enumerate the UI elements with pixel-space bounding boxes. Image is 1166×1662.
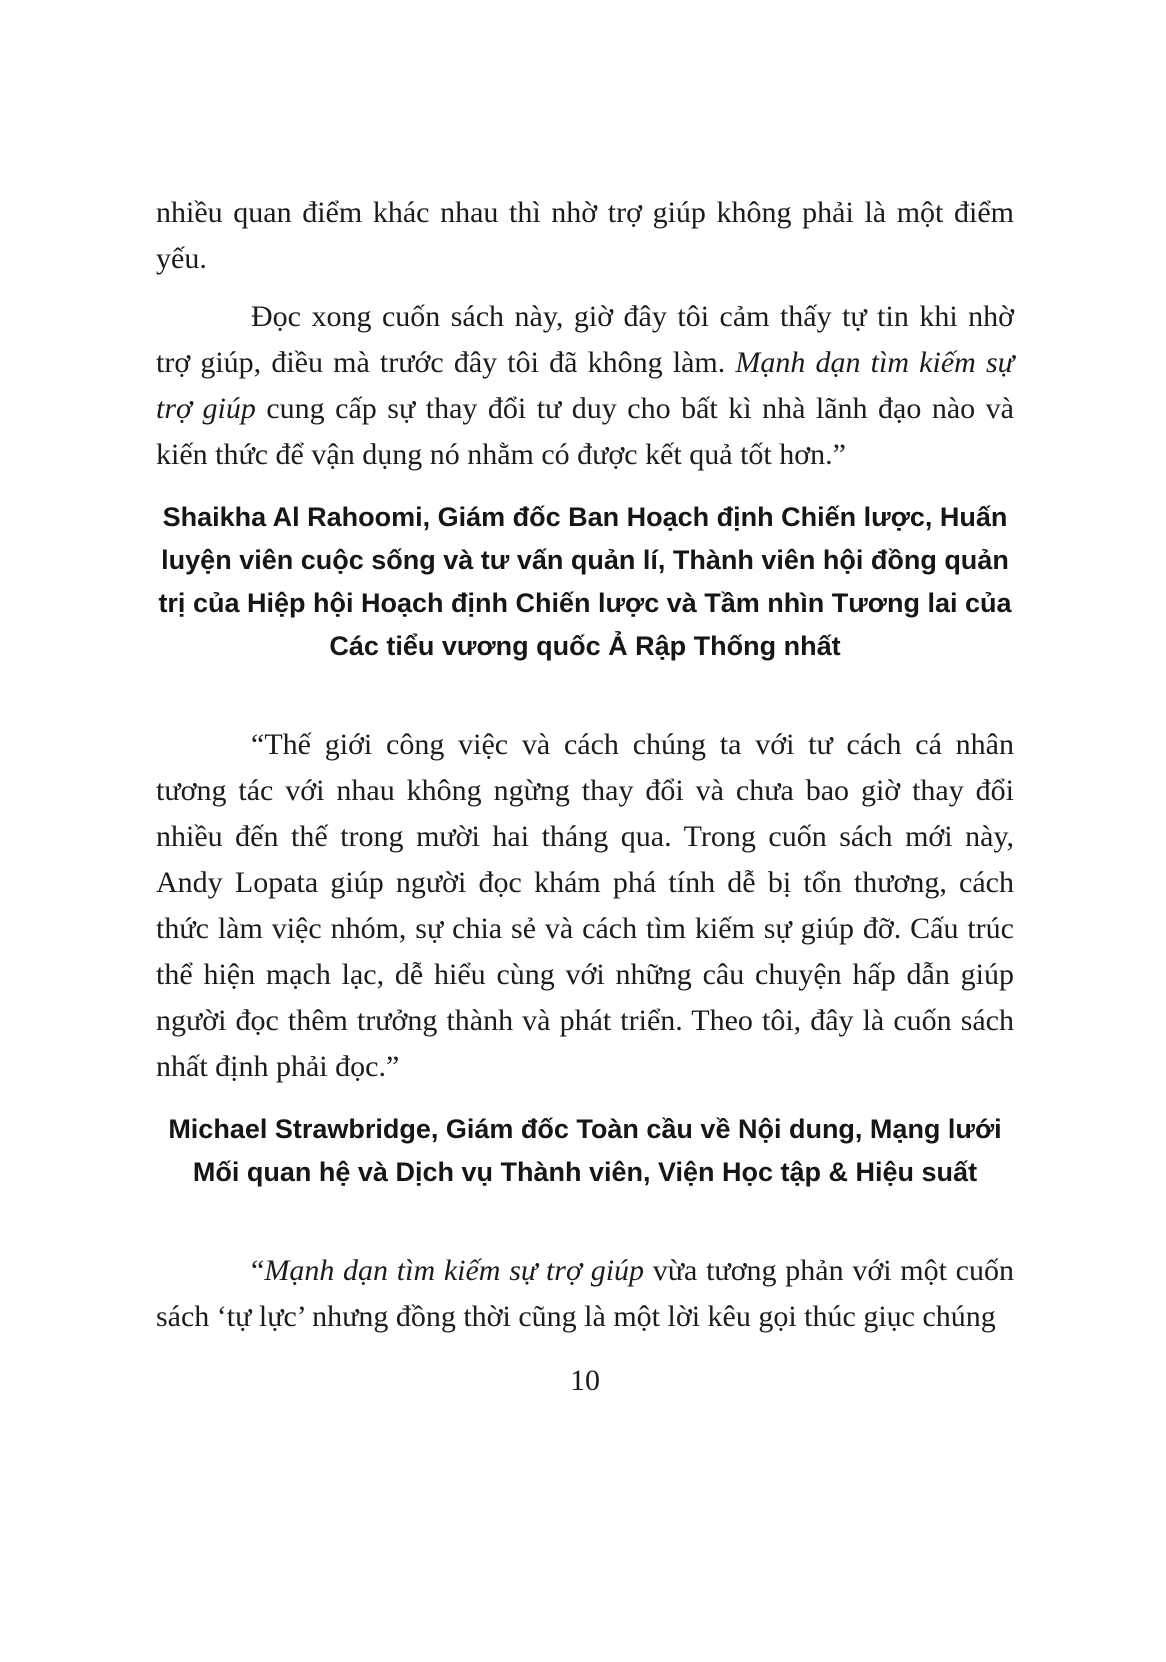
page-number: 10 xyxy=(570,1364,600,1397)
endorsement-section-2 xyxy=(156,722,1014,1194)
quote-paragraph xyxy=(156,294,1014,478)
book-title-italic: Mạnh dạn tìm kiếm sự trợ giúp xyxy=(156,346,1014,425)
quote-open-mark: “ xyxy=(251,1254,265,1287)
endorsement-section-1 xyxy=(156,190,1014,668)
quote-continuation-paragraph: nhiều quan điểm khác nhau thì nhờ trợ giúp không phải là một điểm yếu. xyxy=(156,196,1014,275)
book-title-italic: Mạnh dạn tìm kiếm sự trợ giúp xyxy=(264,1254,645,1287)
quote-text-post: vừa tương phản với một cuốn sách ‘tự lực’ nhưng đồng thời cũng là một lời kêu gọi thúc giục chúng xyxy=(156,1254,1014,1333)
quote-text-post: cung cấp sự thay đổi tư duy cho bất kì nhà lãnh đạo nào và kiến thức để vận dụng nó nhằm có được kết quả tốt hơn.” xyxy=(156,392,1014,471)
endorsement-section-3 xyxy=(156,1248,1014,1340)
quote-paragraph: “Thế giới công việc và cách chúng ta với tư cách cá nhân tương tác với nhau không ngừng thay đổi và chưa bao giờ thay đổi nhiều đến thế trong mười hai tháng qua. Trong cuốn sách mới này, Andy Lopata giúp người đọc khám phá tính dễ bị tổn thương, cách thức làm việc nhóm, sự chia sẻ và cách tìm kiếm sự giúp đỡ. Cấu trúc thể hiện mạch lạc, dễ hiểu cùng với những câu chuyện hấp dẫn giúp người đọc thêm trưởng thành và phát triển. Theo tôi, đây là cuốn sách nhất định phải đọc.” xyxy=(156,728,1014,1083)
endorser-attribution: Michael Strawbridge, Giám đốc Toàn cầu về Nội dung, Mạng lưới Mối quan hệ và Dịch vụ Thành viên, Viện Học tập & Hiệu suất xyxy=(168,1114,1002,1187)
quote-text-pre: Đọc xong cuốn sách này, giờ đây tôi cảm thấy tự tin khi nhờ trợ giúp, điều mà trước đây tôi đã không làm. xyxy=(156,300,1014,379)
quote-paragraph xyxy=(156,1248,1014,1340)
endorser-attribution: Shaikha Al Rahoomi, Giám đốc Ban Hoạch định Chiến lược, Huấn luyện viên cuộc sống và tư vấn quản lí, Thành viên hội đồng quản trị của Hiệp hội Hoạch định Chiến lược và Tầm nhìn Tương lai của Các tiểu vương quốc Ả Rập Thống nhất xyxy=(158,502,1012,661)
